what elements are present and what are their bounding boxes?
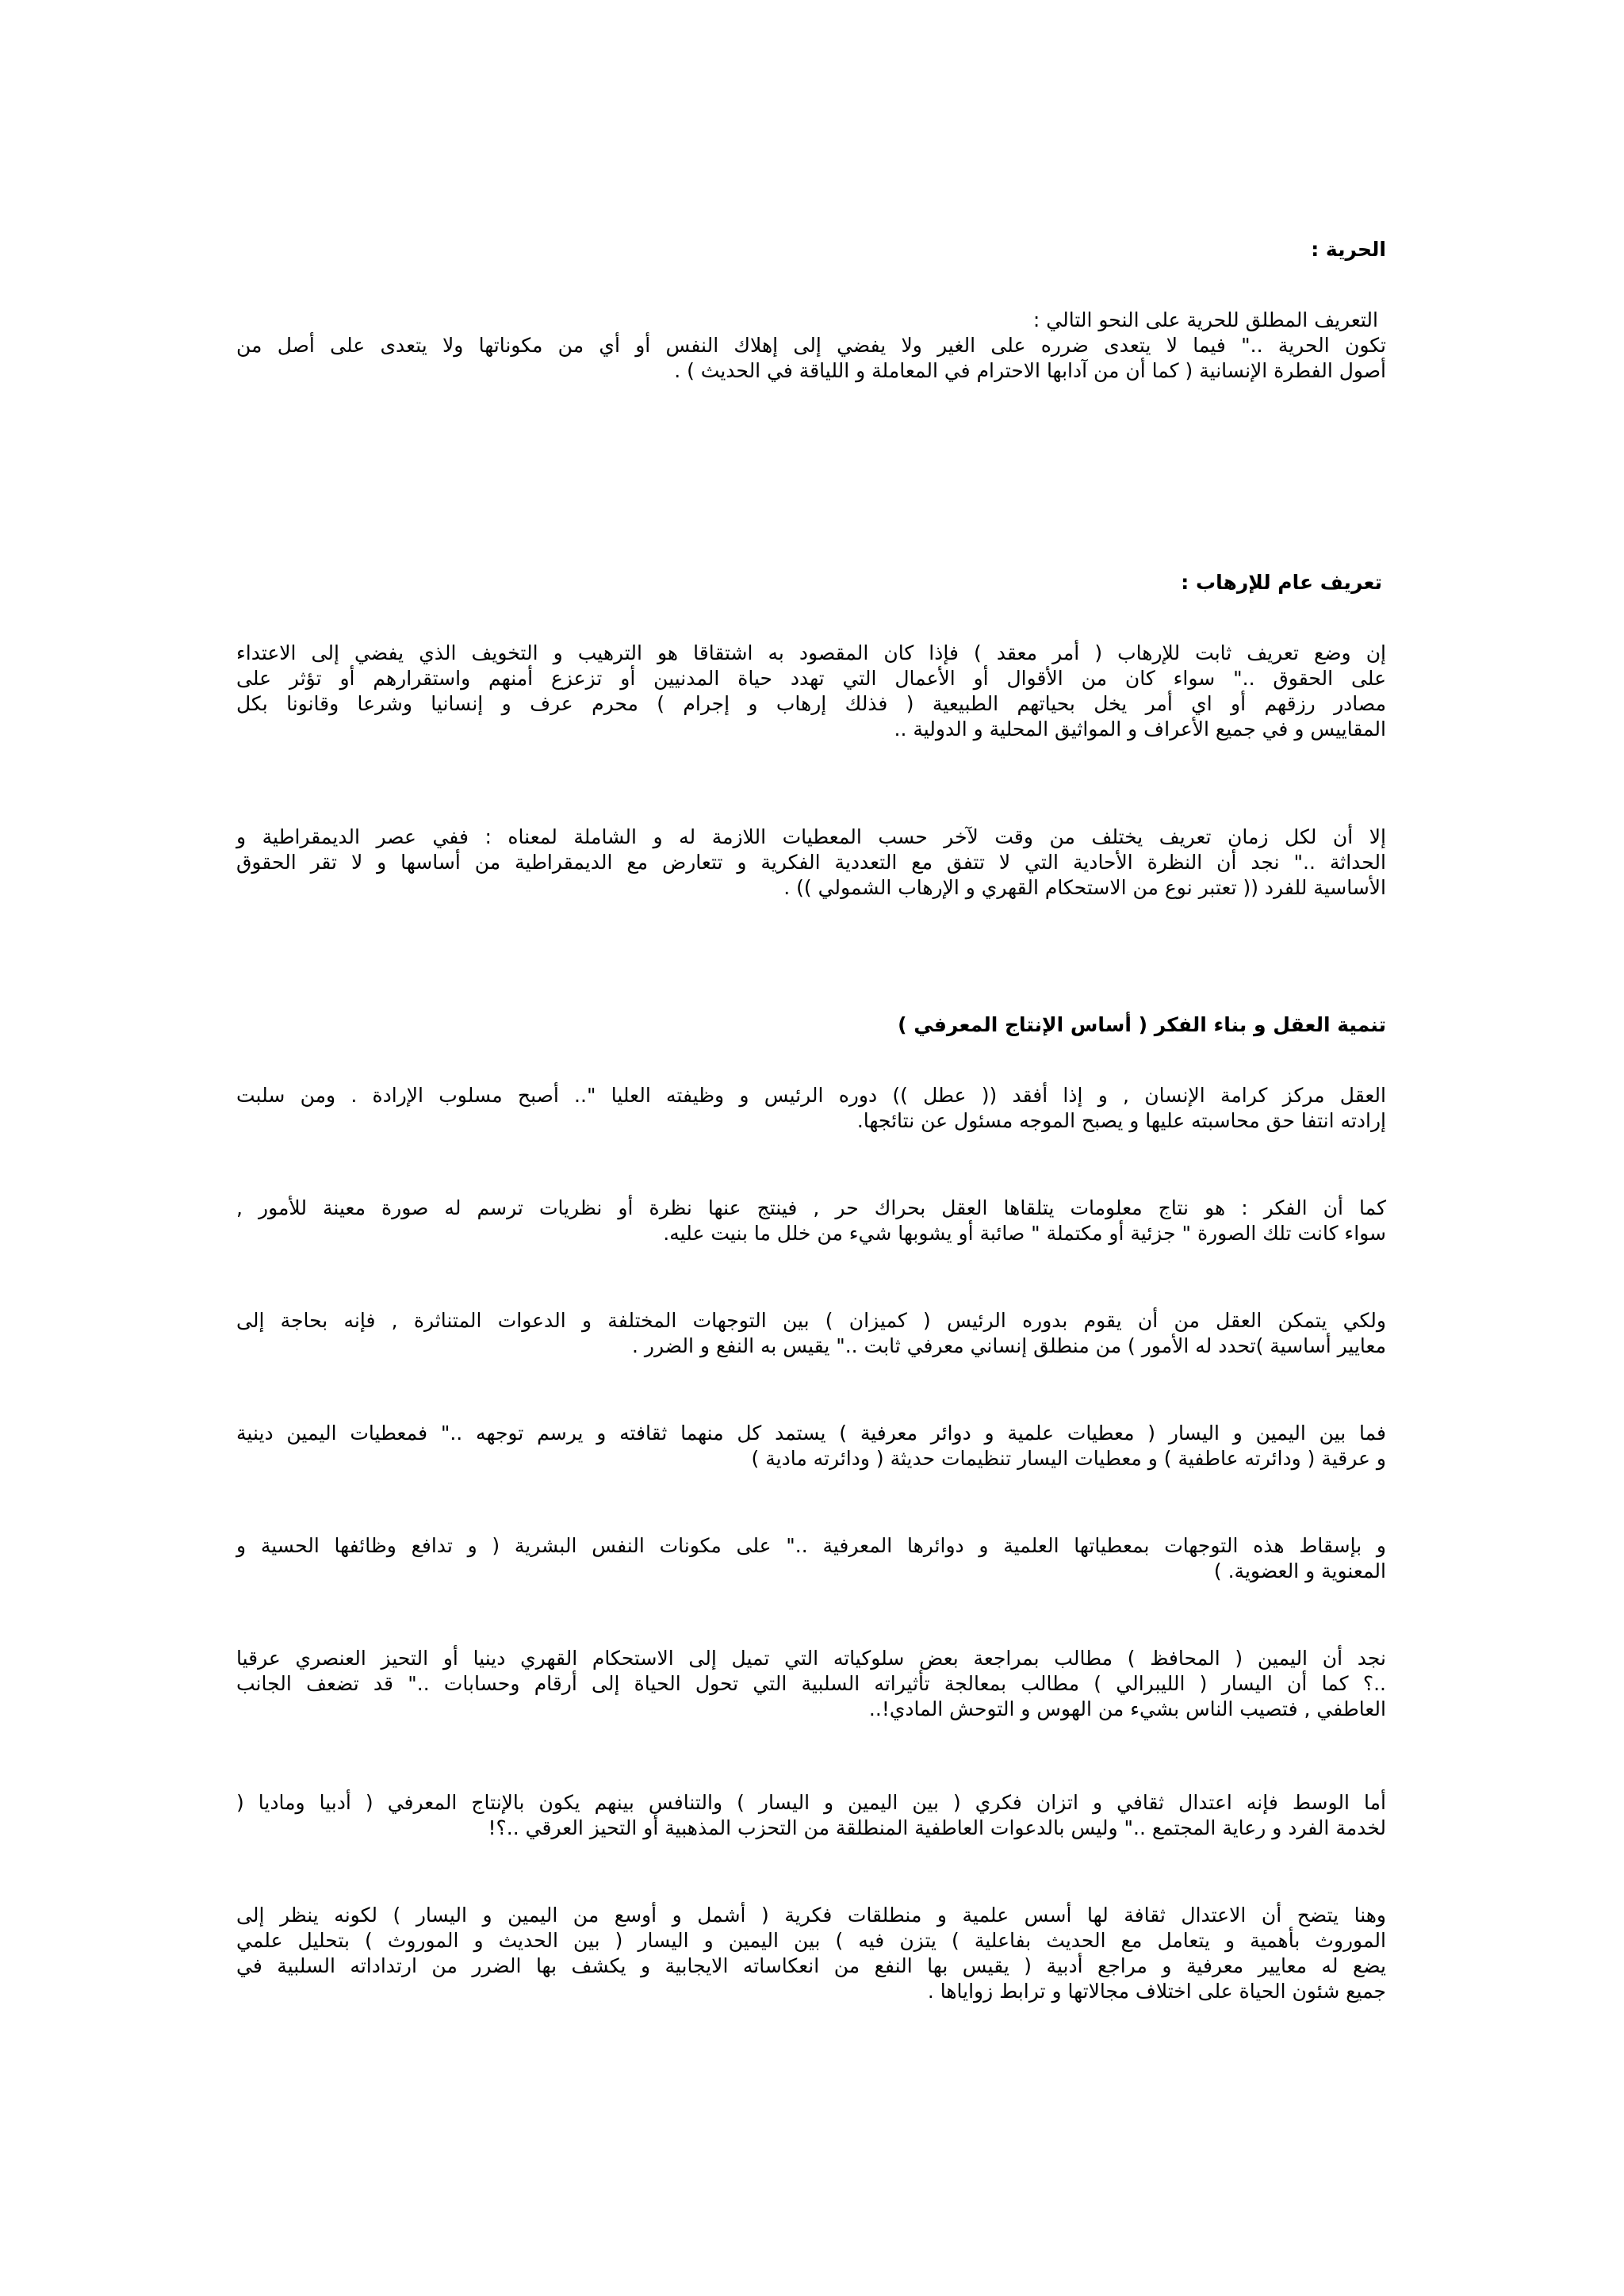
text-line: أما الوسط فإنه اعتدال ثقافي و اتزان فكري ( بين اليمين و اليسار ) والتنافس بينهم يكون بالإنتاج المعرفي ( أدبيا وماديا (	[236, 1791, 1386, 1814]
text-line: العقل مركز كرامة الإنسان , و إذا أفقد (( عطل )) دوره الرئيس و وظيفته العليا ".. أصبح مسلوب الإرادة . ومن سلبت	[236, 1084, 1386, 1107]
text-line: ولكي يتمكن العقل من أن يقوم بدوره الرئيس ( كميزان ) بين التوجهات المختلفة و الدعوات المتناثرة , فإنه بحاجة إلى	[236, 1309, 1386, 1332]
mind-paragraph-5	[236, 1533, 1386, 1584]
text-line: العاطفي , فتصيب الناس بشيء من الهوس و التوحش المادي!..	[868, 1697, 1386, 1720]
text-line: نجد أن اليمين ( المحافظ ) مطالب بمراجعة بعض سلوكياته التي تميل إلى الاستحكام القهري دينيا أو التحيز العنصري عرقيا	[236, 1647, 1386, 1670]
text-line: إلا أن لكل زمان تعريف يختلف من وقت لآخر حسب المعطيات اللازمة له و الشاملة لمعناه : ففي عصر الديمقراطية و	[236, 825, 1386, 848]
mind-paragraph-1	[236, 1083, 1386, 1134]
terrorism-paragraph-1	[236, 641, 1386, 742]
text-line: و بإسقاط هذه التوجهات بمعطياتها العلمية و دوائرها المعرفية .." على مكونات النفس البشرية ( و تدافع وظائفها الحسية و	[236, 1534, 1386, 1557]
text-line: الأساسية للفرد (( تعتبر نوع من الاستحكام القهري و الإرهاب الشمولي )) .	[783, 876, 1386, 899]
text-line: يضع له معايير معرفية و مراجع أدبية ( يقيس بها النفع من انعكاساته الايجابية و يكشف بها الضرر من ارتداداته السلبية في	[236, 1954, 1386, 1977]
text-line: لخدمة الفرد و رعاية المجتمع .." وليس بالدعوات العاطفية المنطلقة من التحزب المذهبية أو التحيز العرقي ..؟!	[488, 1816, 1386, 1839]
text-line: كما أن الفكر : هو نتاج معلومات يتلقاها العقل بحراك حر , فينتج عنها نظرة أو نظريات ترسم له صورة معينة للأمور ,	[236, 1196, 1386, 1219]
freedom-paragraph	[236, 333, 1386, 384]
mind-paragraph-8	[236, 1903, 1386, 2004]
text-line: على الحقوق .." سواء كان من الأقوال أو الأعمال التي تهدد حياة المدنيين أو تزعزع أمنهم واستقرارهم أو تؤثر على	[236, 667, 1386, 690]
mind-paragraph-6	[236, 1646, 1386, 1722]
text-line: التعريف المطلق للحرية على النحو التالي :	[1032, 308, 1378, 331]
text-line: الحداثة .." نجد أن النظرة الأحادية التي لا تتفق مع التعددية الفكرية و تتعارض مع الديمقراطية من أساسها و لا تقر الحقوق	[236, 851, 1386, 874]
freedom-definition	[236, 308, 1386, 333]
mind-paragraph-7	[236, 1790, 1386, 1841]
terrorism-paragraph-2	[236, 825, 1386, 901]
mind-paragraph-2	[236, 1196, 1386, 1246]
text-line: المقاييس و في جميع الأعراف و المواثيق المحلية و الدولية ..	[894, 718, 1386, 740]
text-line: فما بين اليمين و اليسار ( معطيات علمية و دوائر معرفية ) يستمد كل منهما ثقافته و يرسم توجهه .." فمعطيات اليمين دينية	[236, 1422, 1386, 1445]
text-line: سواء كانت تلك الصورة " جزئية أو مكتملة " صائبة أو يشوبها شيء من خلل ما بنيت عليه.	[663, 1222, 1386, 1245]
heading-mind: تنمية العقل و بناء الفكر ( أساس الإنتاج المعرفي )	[898, 1013, 1386, 1036]
text-line: إن وضع تعريف ثابت للإرهاب ( أمر معقد ) فإذا كان المقصود به اشتقاقا هو الترهيب و التخويف الذي يفضي إلى الاعتداء	[236, 641, 1386, 664]
heading-terrorism: تعريف عام للإرهاب :	[1181, 571, 1382, 594]
text-line: معايير أساسية )تحدد له الأمور ) من منطلق إنساني معرفي ثابت .." يقيس به النفع و الضرر .	[631, 1334, 1386, 1357]
text-line: جميع شئون الحياة على اختلاف مجالاتها و ترابط زواياها .	[927, 1980, 1386, 2003]
text-line: ..؟ كما أن اليسار ( الليبرالي ) مطالب بمعالجة تأثيراته السلبية التي تحول الحياة إلى أرقام وحسابات .." قد تضعف الجانب	[236, 1672, 1386, 1695]
text-line: تكون الحرية .." فيما لا يتعدى ضرره على الغير ولا يفضي إلى إهلاك النفس أو أي من مكوناتها ولا يتعدى على أصل من	[236, 334, 1386, 357]
text-line: الموروث بأهمية و يتعامل مع الحديث بفاعلية ) يتزن فيه ) بين اليمين و اليسار ( بين الحديث و الموروث ) بتحليل علمي	[236, 1929, 1386, 1952]
text-line: مصادر رزقهم أو اي أمر يخل بحياتهم الطبيعية ( فذلك إرهاب و إجرام ) محرم عرف و إنسانيا وشرعا وقانونا بكل	[236, 692, 1386, 715]
text-line: المعنوية و العضوية. )	[1213, 1559, 1386, 1582]
text-line: أصول الفطرة الإنسانية ( كما أن من آدابها الاحترام في المعاملة و اللياقة في الحديث ) .	[674, 359, 1386, 382]
mind-paragraph-4	[236, 1421, 1386, 1471]
mind-paragraph-3	[236, 1308, 1386, 1359]
heading-freedom: الحرية :	[1311, 238, 1386, 261]
text-line: و عرقية ( ودائرته عاطفية ) و معطيات اليسار تنظيمات حديثة ( ودائرته مادية )	[751, 1447, 1386, 1470]
text-line: إرادته انتفا حق محاسبته عليها و يصبح الموجه مسئول عن نتائجها.	[856, 1109, 1386, 1132]
text-line: وهنا يتضح أن الاعتدال ثقافة لها أسس علمية و منطلقات فكرية ( أشمل و أوسع من اليمين و اليسار ) لكونه ينظر إلى	[236, 1904, 1386, 1927]
